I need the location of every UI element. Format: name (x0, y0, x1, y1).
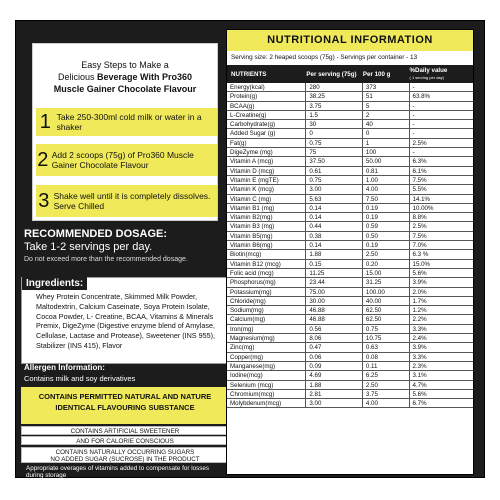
table-row (227, 167, 473, 176)
per-serving-value: 8.06 (306, 334, 363, 342)
per-serving-value: 3.75 (306, 102, 363, 110)
per-serving-value: 4.69 (306, 371, 363, 379)
table-row (227, 371, 473, 380)
daily-value: 63.8% (412, 93, 431, 101)
steps-title-line2-prefix: Delicious (58, 72, 98, 82)
per-100g-value: 0.19 (363, 241, 410, 249)
label-panel (15, 20, 485, 478)
ingredients-text: Whey Protein Concentrate, Skimmed Milk Powder, Maltodextrin, Calcium Caseinate, Soya Protein Isolate, Cocoa Powder, L- Creatine, BCAA, Vitamins & Minerals Premix, DigeZyme (Digestive enzyme blend of Amylase, Cellulase, Lactase and Protease), Sweetener (INS 955), Stabilizer (INS 415), Flavor (36, 292, 215, 350)
nutrient-name: Phosphorus(mg) (227, 278, 306, 286)
per-serving-value: 3.00 (306, 399, 363, 407)
table-row (227, 204, 473, 213)
steps-title (33, 44, 217, 106)
header-daily-value-label: %Daily value (409, 67, 448, 74)
daily-value: 5.6% (412, 269, 427, 277)
table-row (227, 297, 473, 306)
step-2 (36, 144, 217, 176)
table-row (227, 241, 473, 250)
dosage-note: Do not exceed more than the recommended dosage. (24, 256, 188, 263)
per-100g-value: 0.08 (363, 353, 410, 361)
header-daily-value (410, 67, 473, 81)
per-100g-value: 40 (363, 120, 410, 128)
table-row (227, 353, 473, 362)
per-100g-value: 2.50 (363, 250, 410, 258)
per-100g-value: 31.25 (363, 278, 410, 286)
table-row (227, 343, 473, 352)
daily-value: 6.3% (412, 158, 427, 166)
steps-title-line2 (39, 71, 211, 83)
nutrient-name: Vitamin E (mgTE) (227, 176, 306, 184)
daily-value: 10.00% (412, 204, 434, 212)
nutrient-name: Fat(g) (227, 139, 306, 147)
nutrient-name: Vitamin B6(mg) (227, 241, 306, 249)
nutrient-name: Vitamin B1 (mg) (227, 204, 306, 212)
ingredients-heading: Ingredients: (22, 277, 87, 290)
daily-value: - (412, 111, 415, 119)
per-serving-value: 38.25 (306, 92, 363, 100)
step-number: 2 (37, 148, 49, 171)
table-row (227, 288, 473, 297)
table-row (227, 278, 473, 287)
per-serving-value: 1.88 (306, 250, 363, 258)
table-row (227, 157, 473, 166)
per-100g-value: 1 (363, 139, 410, 147)
table-row (227, 102, 473, 111)
nutrient-name: Vitamin K (mcg) (227, 185, 306, 193)
daily-value: - (412, 121, 415, 129)
per-serving-value: 280 (306, 83, 363, 91)
step-text: Shake well until it is completely dissolves. Serve Chilled (53, 191, 211, 211)
daily-value: 1.7% (412, 297, 427, 305)
nutrient-name: Calcium(mg) (227, 315, 306, 323)
nutrition-rows (227, 83, 473, 408)
nutrient-name: Added Sugar (g) (227, 129, 306, 137)
per-serving-value: 3.00 (306, 185, 363, 193)
steps-title-line1: Easy Steps to Make a (81, 60, 169, 70)
nutrient-name: Vitamin B2(mg) (227, 213, 306, 221)
per-serving-value: 46.88 (306, 315, 363, 323)
table-row (227, 260, 473, 269)
per-serving-value: 5.63 (306, 195, 363, 203)
per-100g-value: 4.00 (363, 399, 410, 407)
daily-value: 2.2% (412, 316, 427, 324)
step-1 (36, 108, 217, 136)
per-serving-value: 30 (306, 120, 363, 128)
per-100g-value: 0 (363, 129, 410, 137)
nutrient-name: Zinc(mg) (227, 343, 306, 351)
header-daily-value-sub: ( 1 serving per day) (409, 75, 444, 80)
nutrient-name: DigeZyme (mg) (227, 148, 306, 156)
daily-value: 15.0% (412, 260, 431, 268)
vitamin-note: Appropriate overages of vitamins added to compensate for losses during storage (26, 465, 210, 480)
sugar-band (21, 447, 229, 463)
nutrient-name: BCAA(g) (227, 102, 306, 110)
per-serving-value: 1.88 (306, 381, 363, 389)
daily-value: 3.3% (412, 353, 427, 361)
per-100g-value: 0.59 (363, 222, 410, 230)
per-100g-value: 0.19 (363, 213, 410, 221)
per-100g-value: 0.81 (363, 167, 410, 175)
per-serving-value: 0.06 (306, 353, 363, 361)
per-100g-value: 62.50 (363, 315, 410, 323)
nutrient-name: Chloride(mg) (227, 297, 306, 305)
nutrient-name: Molybdenum(mcg) (227, 399, 306, 407)
per-serving-value: 0.61 (306, 167, 363, 175)
nutrient-name: Manganese(mg) (227, 362, 306, 370)
per-serving-value: 0.14 (306, 204, 363, 212)
table-row (227, 390, 473, 399)
serving-info: Serving size: 2 heaped scoops (75g) - Servings per container - 13 (231, 54, 418, 61)
nutrient-name: Potassium(mg) (227, 288, 306, 296)
per-100g-value: 100.00 (363, 288, 410, 296)
daily-value: 7.5% (412, 232, 427, 240)
left-column (16, 21, 234, 479)
nutrient-name: Vitamin B3 (mg) (227, 222, 306, 230)
per-100g-value: 2.50 (363, 381, 410, 389)
nutrient-name: Vitamin D (mcg) (227, 167, 306, 175)
per-100g-value: 62.50 (363, 306, 410, 314)
nutrient-name: Magnesium(mg) (227, 334, 306, 342)
steps-title-line2-bold: Beverage With Pro360 (97, 72, 192, 82)
nutrition-panel (226, 29, 474, 475)
nutrition-table-header (227, 65, 473, 83)
dosage-main: Take 1-2 servings per day. (24, 241, 153, 253)
table-row (227, 129, 473, 138)
per-100g-value: 5 (363, 102, 410, 110)
daily-value: 5.5% (412, 186, 427, 194)
daily-value: 4.7% (412, 381, 427, 389)
allergen-heading: Allergen Information: (24, 363, 105, 372)
per-serving-value: 0.15 (306, 260, 363, 268)
daily-value: 1.2% (412, 307, 427, 315)
nutrition-title: NUTRITIONAL INFORMATION (227, 30, 473, 51)
per-serving-value: 37.50 (306, 157, 363, 165)
table-row (227, 92, 473, 101)
table-row (227, 195, 473, 204)
per-serving-value: 0.14 (306, 213, 363, 221)
nutrient-name: Carbohydrate(g) (227, 120, 306, 128)
daily-value: - (412, 149, 415, 157)
daily-value: 2.5% (412, 139, 427, 147)
table-row (227, 399, 473, 408)
per-serving-value: 46.88 (306, 306, 363, 314)
daily-value: 3.9% (412, 279, 427, 287)
header-per-100g: Per 100 g (362, 70, 391, 78)
nutrient-name: Selenium (mcg) (227, 381, 306, 389)
per-100g-value: 373 (363, 83, 410, 91)
per-100g-value: 50.00 (363, 157, 410, 165)
table-row (227, 325, 473, 334)
per-100g-value: 40.00 (363, 297, 410, 305)
nutrient-name: Iodine(mcg) (227, 371, 306, 379)
per-serving-value: 11.25 (306, 269, 363, 277)
header-per-serving: Per serving (75g) (306, 70, 357, 78)
step-number: 3 (38, 189, 50, 212)
table-row (227, 250, 473, 259)
table-row (227, 176, 473, 185)
steps-box (32, 43, 218, 221)
daily-value: 3.1% (412, 372, 427, 380)
nutrient-name: Biotin(mcg) (227, 250, 306, 258)
daily-value: 3.3% (412, 325, 427, 333)
table-row (227, 148, 473, 157)
per-serving-value: 0.09 (306, 362, 363, 370)
table-row (227, 83, 473, 92)
per-100g-value: 2 (363, 111, 410, 119)
per-100g-value: 0.20 (363, 260, 410, 268)
daily-value: 5.6% (412, 390, 427, 398)
per-100g-value: 7.50 (363, 195, 410, 203)
per-serving-value: 0.56 (306, 325, 363, 333)
table-row (227, 315, 473, 324)
ingredients-box (21, 277, 230, 364)
per-serving-value: 75 (306, 148, 363, 156)
dosage-heading: RECOMMENDED DOSAGE: (24, 228, 168, 240)
nutrient-name: Vitamin B5(mg) (227, 232, 306, 240)
step-number: 1 (39, 110, 51, 133)
daily-value: 2.5% (412, 223, 427, 231)
per-serving-value: 0.75 (306, 176, 363, 184)
table-row (227, 334, 473, 343)
daily-value: 2.0% (412, 288, 427, 296)
daily-value: 6.7% (412, 400, 427, 408)
table-row (227, 139, 473, 148)
per-100g-value: 6.25 (363, 371, 410, 379)
header-nutrients: NUTRIENTS (231, 70, 267, 78)
daily-value: 14.1% (412, 195, 431, 203)
per-serving-value: 1.5 (306, 111, 363, 119)
daily-value: 7.0% (412, 242, 427, 250)
step-text: Add 2 scoops (75g) of Pro360 Muscle Gainer Chocolate Flavour (51, 150, 194, 170)
per-100g-value: 10.75 (363, 334, 410, 342)
daily-value: - (412, 130, 415, 138)
nutrient-name: Iron(mg) (227, 325, 306, 333)
per-serving-value: 0.38 (306, 232, 363, 240)
nutrient-name: Energy(kcal) (227, 83, 306, 91)
nutrient-name: Protein(g) (227, 92, 306, 100)
daily-value: 2.3% (412, 362, 427, 370)
nutrient-name: Vitamin A (mcg) (227, 157, 306, 165)
steps-title-line3: Muscle Gainer Chocolate Flavour (53, 84, 197, 94)
table-row (227, 306, 473, 315)
daily-value: 6.3 % (412, 251, 429, 259)
nutrient-name: Folic acid (mcg) (227, 269, 306, 277)
sugar-band-line1: CONTAINS NATURALLY OCCURRING SUGARS (55, 448, 195, 456)
nutrient-name: Vitamin B12 (mcg) (227, 260, 306, 268)
per-serving-value: 23.44 (306, 278, 363, 286)
step-text: Take 250-300ml cold milk or water in a shaker (56, 112, 202, 132)
table-row (227, 213, 473, 222)
table-row (227, 111, 473, 120)
per-100g-value: 4.00 (363, 185, 410, 193)
table-row (227, 381, 473, 390)
daily-value: - (412, 84, 415, 91)
calorie-band: AND FOR CALORIE CONSCIOUS (21, 436, 229, 445)
nutrient-name: Vitamin C (mg) (227, 195, 306, 203)
daily-value: 3.9% (412, 344, 427, 352)
sweetener-band: CONTAINS ARTIFICIAL SWEETENER (21, 426, 229, 435)
table-row (227, 362, 473, 371)
nutrient-name: L-Creatine(g) (227, 111, 306, 119)
allergen-text: Contains milk and soy derivatives (24, 374, 136, 383)
per-serving-value: 30.00 (306, 297, 363, 305)
nutrient-name: Sodium(mg) (227, 306, 306, 314)
sugar-band-line2: NO ADDED SUGAR (SUCROSE) IN THE PRODUCT (50, 456, 200, 463)
per-100g-value: 0.75 (363, 325, 410, 333)
daily-value: - (412, 102, 415, 110)
per-serving-value: 0.44 (306, 222, 363, 230)
table-row (227, 269, 473, 278)
flavouring-band: CONTAINS PERMITTED NATURAL AND NATURE IDENTICAL FLAVOURING SUBSTANCE (21, 387, 229, 424)
per-100g-value: 0.63 (363, 343, 410, 351)
nutrient-name: Chromium(mcg) (227, 390, 306, 398)
step-3 (36, 185, 217, 217)
per-100g-value: 0.19 (363, 204, 410, 212)
per-serving-value: 2.81 (306, 390, 363, 398)
table-row (227, 232, 473, 241)
table-row (227, 185, 473, 194)
per-100g-value: 3.75 (363, 390, 410, 398)
per-100g-value: 15.00 (363, 269, 410, 277)
per-100g-value: 1.00 (363, 176, 410, 184)
per-100g-value: 0.11 (363, 362, 410, 370)
per-100g-value: 51 (363, 92, 410, 100)
per-serving-value: 0 (306, 129, 363, 137)
table-row (227, 120, 473, 129)
per-serving-value: 0.47 (306, 343, 363, 351)
daily-value: 6.1% (412, 167, 427, 175)
table-row (227, 222, 473, 231)
nutrient-name: Copper(mg) (227, 353, 306, 361)
daily-value: 7.5% (412, 176, 427, 184)
daily-value: 8.8% (412, 214, 427, 222)
per-100g-value: 100 (363, 148, 410, 156)
per-serving-value: 75.00 (306, 288, 363, 296)
per-serving-value: 0.14 (306, 241, 363, 249)
daily-value: 2.4% (412, 335, 427, 343)
per-100g-value: 0.50 (363, 232, 410, 240)
per-serving-value: 0.75 (306, 139, 363, 147)
